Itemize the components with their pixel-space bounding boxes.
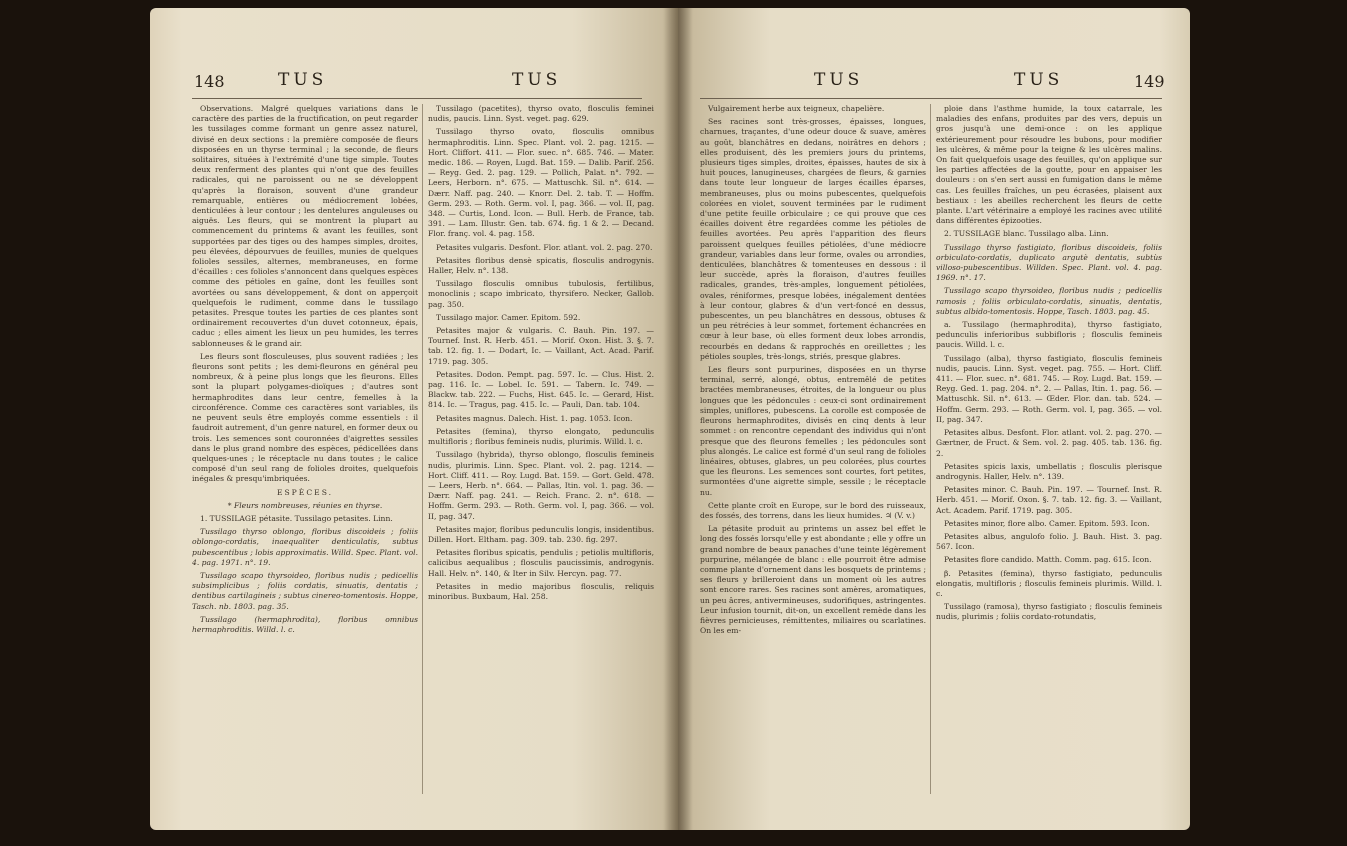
synonym: Tussilago (hermaphrodita), floribus omnibus hermaphroditis. Willd. l. c. — [192, 614, 418, 634]
paragraph: Cette plante croît en Europe, sur le bord des ruisseaux, des fossés, des torrens, dans les lieux humides. ♃ (V. v.) — [700, 500, 926, 520]
synonym: Petasites vulgaris. Desfont. Flor. atlant. vol. 2. pag. 270. — [436, 242, 653, 252]
page-number: 149 — [1134, 72, 1165, 91]
page-number: 148 — [194, 72, 225, 91]
header-rule — [700, 98, 1162, 99]
synonym: Petasites in medio majoribus flosculis, reliquis minoribus. Buxbaum, Hal. 258. — [428, 581, 654, 601]
synonym: β. Petasites (femina), thyrso fastigiato, pedunculis elongatis, multifloris ; flosculis femineis plurimis. Willd. l. c. — [936, 568, 1162, 598]
synonym: Tussilago thyrso oblongo, floribus discoideis ; foliis oblongo-cordatis, inaequaliter denticulatis, subtus pubescentibus ; lobis approximatis. Willd. Spec. Plant. vol. 4. pag. 1971. n°. 19. — [192, 527, 418, 567]
running-header: TUS — [814, 70, 864, 90]
paragraph: Ses racines sont très-grosses, épaisses, longues, charnues, traçantes, d'une odeur douce & suave, amères au goût, blanchâtres en dedans, noirâtres en dehors ; elles produisent, dès les premiers jours du printems, plusieurs tiges simples, droites, épaisses, hautes de six à huit pouces, lanugineuses, chargées de fleurs, & garnies dans toute leur longueur de larges écailles éparses, membraneuses, plus ou moins pubescentes, quelquefois colorées en violet, souvent terminées par le rudiment d'une petite feuille orbiculaire ; ce qui prouve que ces écailles doivent être regardées comme les pétioles de feuilles avortées. Peu après l'apparition des fleurs paroissent quelques feuilles pétiolées, d'une médiocre grandeur, variables dans leur forme, ovales ou arrondies, denticulées, blanchâtres & tomenteuses en dessous : il leur succède, après la floraison, d'autres feuilles radicales, grandes, très-amples, longuement pétiolées, ovales, réniformes, presque lobées, inégalement dentées à leur contour, glabres & d'un vert-foncé en dessus, pubescentes, un peu blanchâtres en dessous, obtuses & un peu rétrécies à leur sommet, fortement échancrées en cœur à leur base, où elles forment deux lobes arrondis, recourbés en dedans & rapprochés en oreillettes ; les pétioles souples, très-longs, striés, presque glabres. — [700, 117, 926, 361]
text-column-right — [936, 104, 1162, 804]
column-divider — [930, 104, 931, 794]
synonym: Petasites floribus spicatis, pendulis ; petiolis multifloris, calicibus aequalibus ; flosculis paucissimis, androgynis. Hall. Helv. n°. 140, & Iter in Silv. Hercyn. pag. 77. — [428, 548, 654, 578]
running-header: TUS — [278, 70, 328, 90]
text-column-left — [700, 104, 926, 804]
text-column-left — [192, 104, 418, 804]
species-entry: 1. TUSSILAGE pétasite. Tussilago petasites. Linn. — [200, 513, 393, 523]
synonym: Petasites minor. C. Bauh. Pin. 197. — Tournef. Inst. R. Herb. 451. — Morif. Oxon. §. 7. tab. 12. fig. 3. — Vaillant, Act. Academ. Parif. 1719. pag. 305. — [936, 485, 1162, 515]
synonym: Tussilago (ramosa), thyrso fastigiato ; flosculis femineis nudis, plurimis ; foliis cordato-rotundatis, — [936, 602, 1162, 622]
synonym: Tussilago scapo thyrsoideo, floribus nudis ; pedicellis subsimplicibus ; foliis cordatis, sinuatis, dentatis ; dentibus cartilagineis ; subtus cinereo-tomentosis. Hoppe, Tasch. nb. 1803. pag. 35. — [192, 570, 418, 611]
species-entry: 2. TUSSILAGE blanc. Tussilago alba. Linn. — [944, 229, 1109, 239]
paragraph: Observations. Malgré quelques variations dans le caractère des parties de la fructification, on peut regarder les tussilages comme formant un genre assez naturel, divisé en deux sections : la première composée de fleurs disposées en un thyrse terminal ; la seconde, de fleurs solitaires, situées à l'extrémité d'une tige simple. Toutes deux renferment des plantes qui n'ont que des feuilles radicales, qui ne paroissent ou ne se développent qu'après la floraison, souvent d'une grandeur remarquable, entières ou médiocrement lobées, denticulées à leur contour ; les dentelures anguleuses ou aiguës. Les fleurs, qui se montrent la plupart au commencement du printems & avant les feuilles, sont supportées par des tiges ou des hampes simples, droites, peu élevées, dépourvues de feuilles, munies de quelques folioles sessiles, alternes, membraneuses, en forme d'écailles : ces folioles s'annoncent dans quelques espèces comme des pétioles en gaîne, dont les feuilles sont avortées ou sans développement, & dont on apperçoit quelquefois le rudiment, comme dans le tussilago petasites. Presque toutes les parties de ces plantes sont ordinairement recouvertes d'un duvet cotonneux, épais, caduc ; elles aiment les lieux un peu humides, les terres sablonneuses & le grand air. — [192, 104, 418, 348]
paragraph: Les fleurs sont purpurines, disposées en un thyrse terminal, serré, alongé, obtus, entremêlé de petites bractées membraneuses, étroites, de la longueur ou plus longues que les pédoncules : ceux-ci sont ordinairement simples, uniflores, pubescens. La corolle est composée de fleurons hermaphrodites, divisés en cinq dents à leur sommet : on rencontre cependant des individus qui n'ont presque que des fleurons femelles ; les pédoncules sont plus alongés. Le calice est formé d'un seul rang de folioles linéaires, obtuses, glabres, un peu colorées, plus courtes que les fleurons. Les semences sont courtes, fort petites, surmontées d'une aigrette simple, sessile ; le réceptacle nu. — [700, 365, 926, 497]
synonym: Tussilago flosculis omnibus tubulosis, fertilibus, monoclinis ; scapo imbricato, thyrsifero. Necker, Gallob. pag. 350. — [428, 279, 654, 309]
synonym: Tussilago (hybrida), thyrso oblongo, flosculis femineis nudis, plurimis. Linn. Spec. Plant. vol. 2. pag. 1214. — Hort. Cliff. 411. — Roy. Lugd. Bat. 159. — Gort. Geld. 478. — Leers, Herb. n°. 664. — Pallas, Itin. vol. 1. pag. 36. — Dærr. Naff. pag. 241. — Reich. Franc. 2. n°. 618. — Hoffm. Germ. 293. — Roth. Germ. vol. I, pag. 366. — vol. II, pag. 347. — [428, 450, 654, 521]
synonym: Petasites albus. Desfont. Flor. atlant. vol. 2. pag. 270. — Gærtner, de Fruct. & Sem. vol. 2. pag. 405. tab. 136. fig. 2. — [936, 428, 1162, 458]
synonym: Petasites magnus. Dalech. Hist. 1. pag. 1053. Icon. — [436, 413, 633, 423]
paragraph: Les fleurs sont flosculeuses, plus souvent radiées ; les fleurons sont petits ; les demi-fleurons en général peu nombreux, & à peine plus longs que les fleurons. Elles sont la plupart polygames-dioïques ; d'autres sont hermaphrodites dans leur centre, femelles à la circonférence. Comme ces caractères sont variables, ils ne peuvent seuls être employés comme essentiels : il faudroit autrement, d'un genre naturel, en former deux ou trois. Les semences sont couronnées d'aigrettes sessiles dans le plus grand nombre des espèces, pédicellées dans quelques-unes ; le réceptacle nu dans toutes ; le calice composé d'un seul rang de folioles droites, quelquefois inégales & presqu'imbriquées. — [192, 351, 418, 484]
synonym: a. Tussilago (hermaphrodita), thyrso fastigiato, pedunculis inferioribus subbifloris ; flosculis femineis paucis. Willd. l. c. — [936, 320, 1162, 350]
running-header: TUS — [512, 70, 562, 90]
column-divider — [422, 104, 423, 794]
synonym: Petasites flore candido. Matth. Comm. pag. 615. Icon. — [944, 555, 1152, 565]
paragraph: ploie dans l'asthme humide, la toux catarrale, les maladies des enfans, produites par des vers, depuis un gros jusqu'à une demi-once : on les applique extérieurement pour résoudre les bubons, pour modifier les ulcères, & même pour la teigne & les ulcères malins. On fait quelquefois usage des feuilles, qu'on applique sur les parties affectées de la goutte, pour en appaiser les douleurs : on s'en sert aussi en fumigation dans le même cas. Les feuilles fraîches, un peu écrasées, plaisent aux bestiaux : les abeilles recherchent les fleurs de cette plante. L'art vétérinaire a employé les racines avec utilité dans différentes épizooties. — [936, 104, 1162, 226]
synonym: Petasites spicis laxis, umbellatis ; flosculis plerisque androgynis. Haller, Helv. n°. 139. — [936, 461, 1162, 481]
text-column-right — [428, 104, 654, 804]
header-rule — [192, 98, 642, 99]
synonym: Petasites. Dodon. Pempt. pag. 597. Ic. — Clus. Hist. 2. pag. 116. Ic. — Lobel. Ic. 591. — Tabern. Ic. 749. — Blackw. tab. 222. — Fuchs, Hist. 645. Ic. — Gerard, Hist. 814. Ic. — Tragus, pag. 415. Ic. — Pauli, Dan. tab. 104. — [428, 369, 654, 410]
synonym: Tussilago major. Camer. Epitom. 592. — [436, 312, 581, 322]
synonym: Petasites major, floribus pedunculis longis, insidentibus. Dillen. Hort. Eltham. pag. 309. tab. 230. fig. 297. — [428, 524, 654, 544]
book-gutter — [664, 8, 692, 830]
running-header: TUS — [1014, 70, 1064, 90]
synonym: Petasites major & vulgaris. C. Bauh. Pin. 197. — Tournef. Inst. R. Herb. 451. — Morif. Oxon. Hist. 3. §. 7. tab. 12. fig. 1. — Dodart, Ic. — Vaillant, Act. Acad. Parif. 1719. pag. 305. — [428, 326, 654, 366]
synonym: Tussilago thyrso ovato, flosculis omnibus hermaphroditis. Linn. Spec. Plant. vol. 2. pag. 1215. — Hort. Cliffort. 411. — Flor. suec. n°. 685. 746. — Mater. medic. 186. — Royen, Lugd. Bat. 159. — Dalib. Parif. 256. — Reyg. Ged. 2. pag. 129. — Pollich, Palat. n°. 792. — Leers, Herborn. n°. 675. — Mattuschk. Sil. n°. 614. — Dærr. Naff. pag. 240. — Knorr. Del. 2. tab. T. — Hoffm. Germ. 293. — Roth. Germ. vol. I, pag. 366. — vol. II, pag. 348. — Curtis, Lond. Icon. — Bull. Herb. de France, tab. 391. — Lam. Illustr. Gen. tab. 674. fig. 1 & 2. — Decand. Flor. franç. vol. 4. pag. 158. — [428, 127, 654, 239]
paragraph: La pétasite produit au printems un assez bel effet le long des fossés lorsqu'elle y est abondante ; elle y offre un grand nombre de beaux panaches d'une teinte légèrement purpurine, mélangée de blanc : elle pourroit être admise comme plante d'ornement dans les bosquets de printems ; ses fleurs y brilleroient dans un moment où les autres sont encore rares. Ses racines sont amères, aromatiques, un peu âcres, antivermineuses, sudorifiques, astringentes. Leur infusion tournit, dit-on, un excellent remède dans les fièvres pernicieuses, rémittentes, miliaires ou scarlatines. On les em- — [700, 524, 926, 636]
synonym: Petasites floribus densè spicatis, flosculis androgynis. Haller, Helv. n°. 138. — [428, 255, 654, 276]
right-page — [678, 8, 1190, 830]
synonym: Tussilago scapo thyrsoideo, floribus nudis ; pedicellis ramosis ; foliis orbiculato-cordatis, sinuatis, dentatis, subtus albido-tomentosis. Hoppe, Tasch. 1803. pag. 45. — [936, 286, 1162, 316]
synonym: Tussilago (alba), thyrso fastigiato, flosculis femineis nudis, paucis. Linn. Syst. veget. pag. 755. — Hort. Cliff. 411. — Flor. suec. n°. 681. 745. — Roy. Lugd. Bat. 159. — Reyg. Ged. 1. pag. 204. n°. 2. — Pallas, Itin. 1. pag. 56. — Mattuschk. Sil. n°. 613. — Œder. Flor. dan. tab. 524. — Hoffm. Germ. 293. — Roth. Germ. vol. I, pag. 365. — vol. II, pag. 347. — [936, 353, 1162, 424]
synonym: Tussilago (pacetites), thyrso ovato, flosculis feminei nudis, paucis. Linn. Syst. veget. pag. 629. — [428, 104, 654, 124]
paragraph: Vulgairement herbe aux teigneux, chapelière. — [708, 104, 885, 113]
synonym: Tussilago thyrso fastigiato, floribus discoideis, foliis orbiculato-cordatis, duplicato argutè dentatis, subtùs villoso-pubescentibus. Willden. Spec. Plant. vol. 4. pag. 1969. n°. 17. — [936, 242, 1162, 283]
synonym: Petasites minor, flore albo. Camer. Epitom. 593. Icon. — [944, 518, 1150, 528]
synonym: Petasites (femina), thyrso elongato, pedunculis multifloris ; floribus femineis nudis, plurimis. Willd. l. c. — [428, 426, 654, 447]
left-page — [150, 8, 678, 830]
subsection-heading: * Fleurs nombreuses, réunies en thyrse. — [227, 500, 383, 510]
synonym: Petasites albus, angulofo folio. J. Bauh. Hist. 3. pag. 567. Icon. — [936, 531, 1162, 552]
section-heading: ESPÈCES. — [276, 487, 334, 497]
